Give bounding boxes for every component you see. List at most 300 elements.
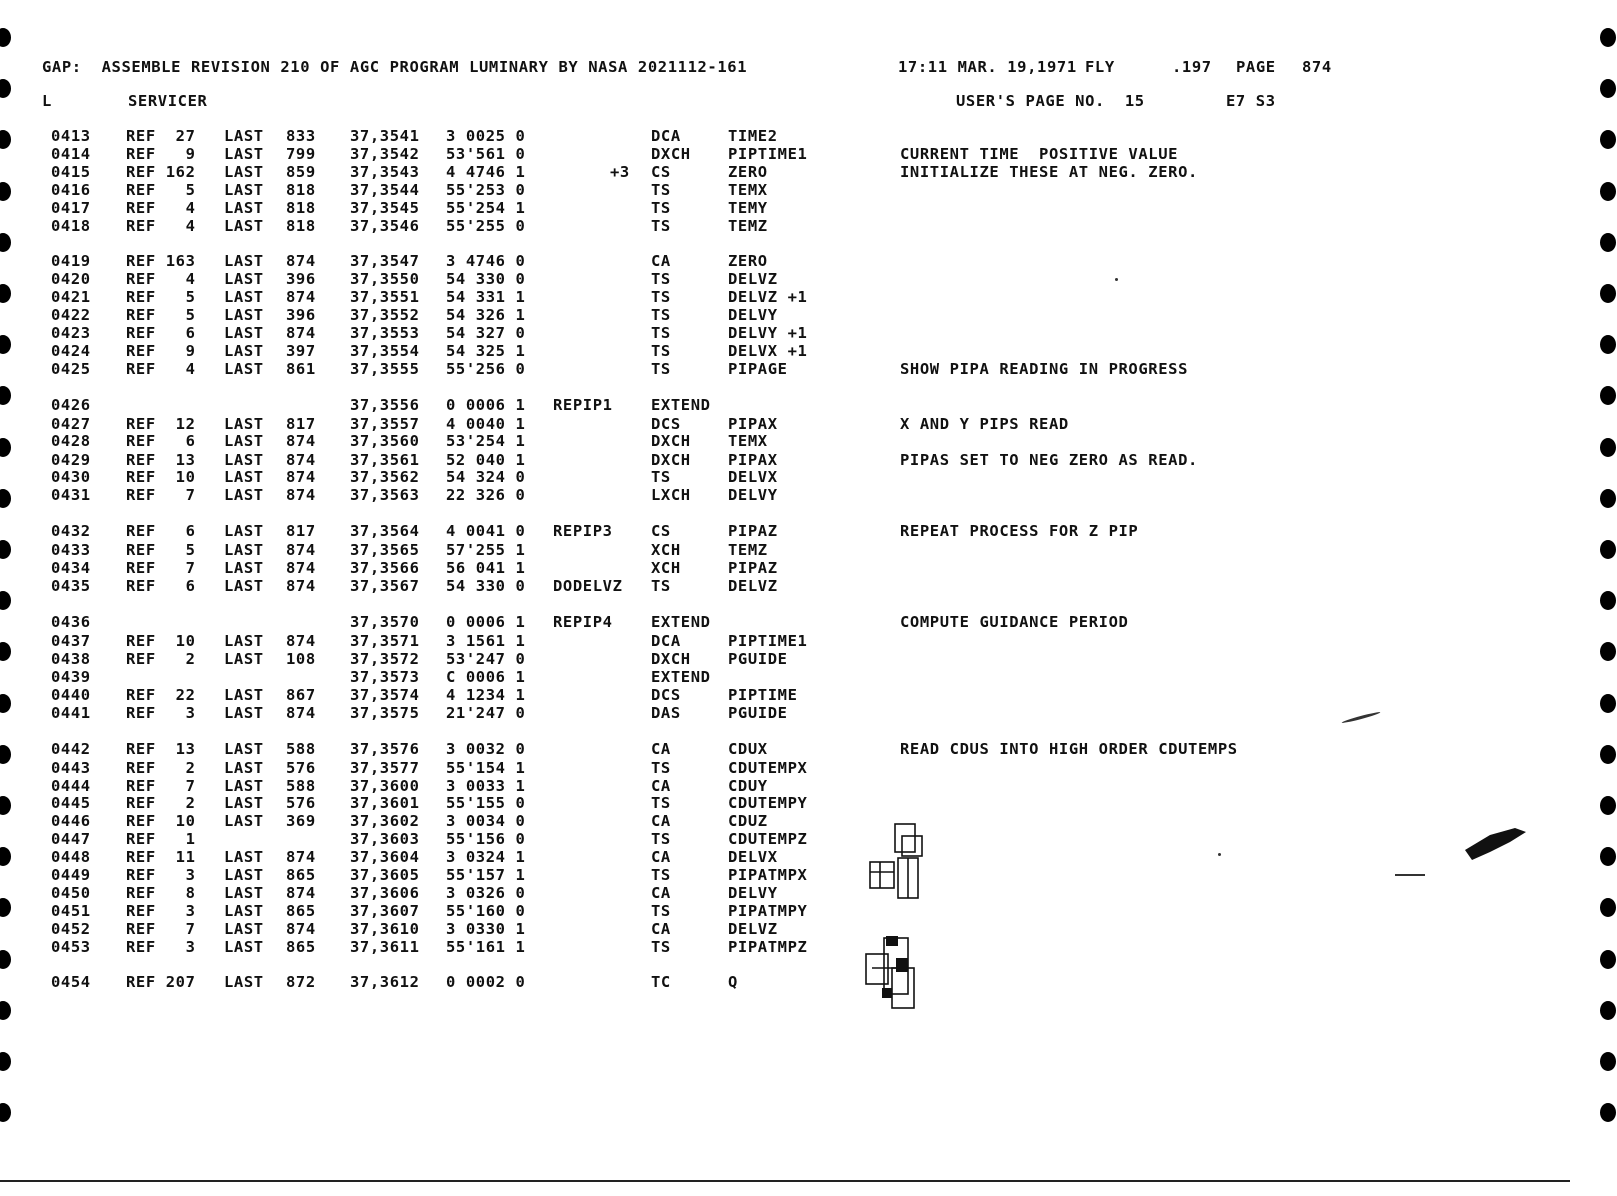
listing-row	[0, 486, 1617, 503]
ref-count: REF 3	[126, 902, 196, 920]
feed-hole	[1600, 489, 1616, 508]
last-page: 874	[286, 632, 316, 650]
last-label: LAST	[224, 252, 264, 270]
listing-row	[0, 163, 1617, 180]
opcode: EXTEND	[651, 613, 711, 631]
opcode: DXCH	[651, 650, 691, 668]
last-label: LAST	[224, 777, 264, 795]
last-page: 874	[286, 324, 316, 342]
listing-row	[0, 577, 1617, 594]
last-label: LAST	[224, 451, 264, 469]
last-page: 818	[286, 199, 316, 217]
dust-speck	[1395, 874, 1425, 876]
address: 37,3557	[350, 415, 420, 433]
address: 37,3574	[350, 686, 420, 704]
listing-row	[0, 252, 1617, 269]
feed-hole	[1600, 591, 1616, 610]
address: 37,3564	[350, 522, 420, 540]
last-page: 799	[286, 145, 316, 163]
page-label: PAGE	[1236, 58, 1276, 76]
last-label: LAST	[224, 288, 264, 306]
comment: READ CDUS INTO HIGH ORDER CDUTEMPS	[900, 740, 1238, 758]
opcode: CS	[651, 163, 671, 181]
line-number: 0429	[51, 451, 91, 469]
ink-blot	[1460, 820, 1530, 865]
listing-row	[0, 288, 1617, 305]
address: 37,3541	[350, 127, 420, 145]
opcode: TS	[651, 830, 671, 848]
listing-row	[0, 938, 1617, 955]
listing-row	[0, 199, 1617, 216]
sheet-id: E7 S3	[1226, 92, 1276, 110]
address: 37,3553	[350, 324, 420, 342]
octal-word: 53'247 0	[446, 650, 526, 668]
octal-word: 53'561 0	[446, 145, 526, 163]
last-label: LAST	[224, 486, 264, 504]
ref-count: REF 13	[126, 451, 196, 469]
operand: DELVY	[728, 306, 778, 324]
user-page-number: USER'S PAGE NO. 15	[956, 92, 1145, 110]
ref-count: REF 7	[126, 920, 196, 938]
ref-count: REF 9	[126, 342, 196, 360]
operand: PGUIDE	[728, 704, 788, 722]
listing-row	[0, 541, 1617, 558]
operand: TEMY	[728, 199, 768, 217]
ref-count: REF 10	[126, 632, 196, 650]
listing-row	[0, 777, 1617, 794]
octal-word: 4 0040 1	[446, 415, 526, 433]
address: 37,3572	[350, 650, 420, 668]
feed-hole	[1600, 28, 1616, 47]
listing-row	[0, 650, 1617, 667]
line-number: 0414	[51, 145, 91, 163]
line-number: 0437	[51, 632, 91, 650]
line-number: 0419	[51, 252, 91, 270]
ref-count: REF 4	[126, 360, 196, 378]
line-number: 0423	[51, 324, 91, 342]
listing-row	[0, 759, 1617, 776]
feed-hole	[1600, 847, 1616, 866]
feed-hole	[0, 1103, 11, 1122]
listing-row	[0, 415, 1617, 432]
line-number: 0421	[51, 288, 91, 306]
address: 37,3606	[350, 884, 420, 902]
last-page: 588	[286, 777, 316, 795]
address: 37,3611	[350, 938, 420, 956]
ref-count: REF 4	[126, 199, 196, 217]
octal-word: 54 324 0	[446, 468, 526, 486]
octal-word: 3 0033 1	[446, 777, 526, 795]
feed-hole	[1600, 1052, 1616, 1071]
feed-hole	[1600, 642, 1616, 661]
octal-word: 55'256 0	[446, 360, 526, 378]
line-number: 0446	[51, 812, 91, 830]
octal-word: 55'161 1	[446, 938, 526, 956]
feed-hole	[1600, 1001, 1616, 1020]
last-label: LAST	[224, 217, 264, 235]
opcode: TS	[651, 199, 671, 217]
ref-count: REF 12	[126, 415, 196, 433]
line-number: 0420	[51, 270, 91, 288]
page-number: 874	[1302, 58, 1332, 76]
operand: PIPAZ	[728, 559, 778, 577]
last-page: 872	[286, 973, 316, 991]
last-label: LAST	[224, 360, 264, 378]
listing-row	[0, 451, 1617, 468]
scribble-mark	[862, 818, 932, 1013]
opcode: CA	[651, 920, 671, 938]
opcode: CS	[651, 522, 671, 540]
listing-row	[0, 740, 1617, 757]
feed-hole	[0, 233, 11, 252]
line-number: 0413	[51, 127, 91, 145]
ref-count: REF 5	[126, 541, 196, 559]
address: 37,3575	[350, 704, 420, 722]
comment: COMPUTE GUIDANCE PERIOD	[900, 613, 1129, 631]
ref-count: REF 10	[126, 468, 196, 486]
operand: DELVZ	[728, 577, 778, 595]
line-number: 0453	[51, 938, 91, 956]
octal-word: 57'255 1	[446, 541, 526, 559]
listing-row	[0, 812, 1617, 829]
octal-word: 55'155 0	[446, 794, 526, 812]
octal-word: 3 0032 0	[446, 740, 526, 758]
address: 37,3600	[350, 777, 420, 795]
opcode: EXTEND	[651, 396, 711, 414]
line-number: 0427	[51, 415, 91, 433]
feed-hole	[1600, 745, 1616, 764]
last-label: LAST	[224, 686, 264, 704]
ref-count: REF 11	[126, 848, 196, 866]
octal-word: 0 0006 1	[446, 613, 526, 631]
fly-tag: FLY	[1085, 58, 1115, 76]
line-number: 0449	[51, 866, 91, 884]
opcode: DXCH	[651, 432, 691, 450]
last-page: 874	[286, 432, 316, 450]
octal-word: 55'156 0	[446, 830, 526, 848]
last-page: 874	[286, 559, 316, 577]
ref-count: REF 6	[126, 432, 196, 450]
last-page: 369	[286, 812, 316, 830]
opcode: XCH	[651, 541, 681, 559]
last-page: 396	[286, 270, 316, 288]
octal-word: 55'157 1	[446, 866, 526, 884]
ref-count: REF 3	[126, 704, 196, 722]
comment: PIPAS SET TO NEG ZERO AS READ.	[900, 451, 1198, 469]
feed-hole	[0, 489, 11, 508]
opcode: CA	[651, 740, 671, 758]
listing-row	[0, 902, 1617, 919]
listing-row	[0, 830, 1617, 847]
opcode: TS	[651, 270, 671, 288]
listing-row	[0, 396, 1617, 413]
feed-hole	[0, 28, 11, 47]
ref-count: REF 7	[126, 777, 196, 795]
feed-hole	[0, 79, 11, 98]
line-number: 0443	[51, 759, 91, 777]
line-number: 0425	[51, 360, 91, 378]
line-number: 0415	[51, 163, 91, 181]
address: 37,3565	[350, 541, 420, 559]
operand: DELVZ +1	[728, 288, 808, 306]
listing-row	[0, 794, 1617, 811]
opcode: DCS	[651, 415, 681, 433]
ref-count: REF 2	[126, 650, 196, 668]
address: 37,3567	[350, 577, 420, 595]
operand: PIPATMPY	[728, 902, 808, 920]
symbol-label: REPIP1	[553, 396, 613, 414]
ref-count: REF 27	[126, 127, 196, 145]
opcode: TS	[651, 181, 671, 199]
ref-count: REF 3	[126, 866, 196, 884]
octal-word: 54 331 1	[446, 288, 526, 306]
operand: CDUY	[728, 777, 768, 795]
opcode: TS	[651, 217, 671, 235]
line-number: 0444	[51, 777, 91, 795]
operand: CDUZ	[728, 812, 768, 830]
last-page: 867	[286, 686, 316, 704]
listing-row	[0, 522, 1617, 539]
line-number: 0432	[51, 522, 91, 540]
opcode: TS	[651, 324, 671, 342]
last-label: LAST	[224, 759, 264, 777]
listing-row	[0, 668, 1617, 685]
line-number: 0434	[51, 559, 91, 577]
last-label: LAST	[224, 163, 264, 181]
listing-row	[0, 181, 1617, 198]
listing-row	[0, 306, 1617, 323]
listing-row	[0, 270, 1617, 287]
address: 37,3576	[350, 740, 420, 758]
operand: TEMX	[728, 432, 768, 450]
symbol-label: REPIP4	[553, 613, 613, 631]
opcode: TS	[651, 360, 671, 378]
opcode: DXCH	[651, 145, 691, 163]
operand: DELVX +1	[728, 342, 808, 360]
last-label: LAST	[224, 938, 264, 956]
ref-count: REF 3	[126, 938, 196, 956]
line-number: 0454	[51, 973, 91, 991]
address: 37,3566	[350, 559, 420, 577]
opcode: CA	[651, 252, 671, 270]
octal-word: C 0006 1	[446, 668, 526, 686]
octal-word: 4 1234 1	[446, 686, 526, 704]
operand: CDUTEMPX	[728, 759, 808, 777]
line-number: 0418	[51, 217, 91, 235]
ref-count: REF 10	[126, 812, 196, 830]
operand: PIPAX	[728, 415, 778, 433]
last-page: 817	[286, 415, 316, 433]
section-title: SERVICER	[128, 92, 208, 110]
octal-word: 3 4746 0	[446, 252, 526, 270]
comment: REPEAT PROCESS FOR Z PIP	[900, 522, 1139, 540]
ref-count: REF 163	[126, 252, 196, 270]
last-label: LAST	[224, 812, 264, 830]
ref-count: REF 5	[126, 181, 196, 199]
last-page: 874	[286, 920, 316, 938]
last-label: LAST	[224, 650, 264, 668]
operand: DELVY	[728, 884, 778, 902]
feed-hole	[0, 591, 11, 610]
ref-count: REF 1	[126, 830, 196, 848]
last-label: LAST	[224, 559, 264, 577]
feed-hole	[1600, 540, 1616, 559]
octal-word: 3 1561 1	[446, 632, 526, 650]
feed-hole	[1600, 438, 1616, 457]
listing-row	[0, 217, 1617, 234]
opcode: DAS	[651, 704, 681, 722]
opcode: DCS	[651, 686, 681, 704]
opcode: CA	[651, 812, 671, 830]
ref-count: REF 2	[126, 794, 196, 812]
last-page: 588	[286, 740, 316, 758]
line-number: 0436	[51, 613, 91, 631]
line-number: 0441	[51, 704, 91, 722]
feed-hole	[1600, 898, 1616, 917]
last-label: LAST	[224, 973, 264, 991]
address: 37,3602	[350, 812, 420, 830]
address: 37,3605	[350, 866, 420, 884]
line-number: 0424	[51, 342, 91, 360]
last-page: 874	[286, 704, 316, 722]
last-page: 396	[286, 306, 316, 324]
line-number: 0438	[51, 650, 91, 668]
comment: INITIALIZE THESE AT NEG. ZERO.	[900, 163, 1198, 181]
operand: PIPATMPX	[728, 866, 808, 884]
operand: TEMZ	[728, 217, 768, 235]
octal-word: 21'247 0	[446, 704, 526, 722]
listing-row	[0, 973, 1617, 990]
last-label: LAST	[224, 127, 264, 145]
octal-word: 3 0324 1	[446, 848, 526, 866]
last-label: LAST	[224, 199, 264, 217]
operand: TEMZ	[728, 541, 768, 559]
octal-word: 54 327 0	[446, 324, 526, 342]
operand: CDUTEMPY	[728, 794, 808, 812]
opcode: DCA	[651, 127, 681, 145]
feed-hole	[1600, 694, 1616, 713]
last-page: 874	[286, 848, 316, 866]
address: 37,3573	[350, 668, 420, 686]
address: 37,3554	[350, 342, 420, 360]
last-label: LAST	[224, 342, 264, 360]
listing-row	[0, 613, 1617, 630]
opcode: DXCH	[651, 451, 691, 469]
last-page: 818	[286, 217, 316, 235]
address: 37,3610	[350, 920, 420, 938]
last-page: 874	[286, 451, 316, 469]
operand: DELVX	[728, 848, 778, 866]
last-label: LAST	[224, 794, 264, 812]
operand: DELVZ	[728, 920, 778, 938]
octal-word: 54 326 1	[446, 306, 526, 324]
octal-word: 55'154 1	[446, 759, 526, 777]
last-page: 874	[286, 252, 316, 270]
line-number: 0439	[51, 668, 91, 686]
line-number: 0451	[51, 902, 91, 920]
symbol-label: DODELVZ	[553, 577, 623, 595]
last-label: LAST	[224, 181, 264, 199]
ref-count: REF 6	[126, 577, 196, 595]
listing-header: GAP: ASSEMBLE REVISION 210 OF AGC PROGRAM LUMINARY BY NASA 2021112-161	[42, 58, 748, 76]
listing-prefix: L	[42, 92, 52, 110]
line-number: 0422	[51, 306, 91, 324]
octal-word: 56 041 1	[446, 559, 526, 577]
line-number: 0433	[51, 541, 91, 559]
opcode: TS	[651, 866, 671, 884]
comment: X AND Y PIPS READ	[900, 415, 1069, 433]
listing-row	[0, 884, 1617, 901]
address: 37,3551	[350, 288, 420, 306]
ref-count: REF 13	[126, 740, 196, 758]
octal-word: 54 330 0	[446, 577, 526, 595]
last-page: 865	[286, 866, 316, 884]
address: 37,3563	[350, 486, 420, 504]
ref-count: REF 5	[126, 306, 196, 324]
operand: DELVY	[728, 486, 778, 504]
opcode: TS	[651, 577, 671, 595]
dust-speck	[1115, 278, 1118, 281]
last-label: LAST	[224, 324, 264, 342]
listing-row	[0, 127, 1617, 144]
opcode: TS	[651, 794, 671, 812]
octal-word: 54 325 1	[446, 342, 526, 360]
operand: PIPTIME1	[728, 632, 808, 650]
octal-word: 0 0006 1	[446, 396, 526, 414]
opcode: EXTEND	[651, 668, 711, 686]
revision-code: .197	[1172, 58, 1212, 76]
operand: PIPTIME	[728, 686, 798, 704]
octal-word: 3 0025 0	[446, 127, 526, 145]
listing-row	[0, 468, 1617, 485]
operand: TEMX	[728, 181, 768, 199]
feed-hole	[1600, 796, 1616, 815]
octal-word: 54 330 0	[446, 270, 526, 288]
last-label: LAST	[224, 704, 264, 722]
octal-word: 55'255 0	[446, 217, 526, 235]
opcode: LXCH	[651, 486, 691, 504]
octal-word: 55'253 0	[446, 181, 526, 199]
octal-word: 3 0326 0	[446, 884, 526, 902]
listing-row	[0, 848, 1617, 865]
address: 37,3556	[350, 396, 420, 414]
operand: DELVX	[728, 468, 778, 486]
operand: DELVY +1	[728, 324, 808, 342]
last-page: 874	[286, 288, 316, 306]
last-label: LAST	[224, 740, 264, 758]
operand: PGUIDE	[728, 650, 788, 668]
octal-word: 0 0002 0	[446, 973, 526, 991]
line-number: 0416	[51, 181, 91, 199]
symbol-label: REPIP3	[553, 522, 613, 540]
feed-hole	[1600, 182, 1616, 201]
operand: PIPATMPZ	[728, 938, 808, 956]
feed-hole	[0, 1001, 11, 1020]
feed-hole	[1600, 386, 1616, 405]
octal-word: 52 040 1	[446, 451, 526, 469]
feed-hole	[1600, 79, 1616, 98]
address: 37,3550	[350, 270, 420, 288]
listing-row	[0, 686, 1617, 703]
ref-count: REF 6	[126, 522, 196, 540]
ref-count: REF 7	[126, 559, 196, 577]
address: 37,3603	[350, 830, 420, 848]
address: 37,3607	[350, 902, 420, 920]
ref-count: REF 22	[126, 686, 196, 704]
assembly-timestamp: 17:11 MAR. 19,1971	[898, 58, 1077, 76]
operand: TIME2	[728, 127, 778, 145]
opcode: TS	[651, 342, 671, 360]
